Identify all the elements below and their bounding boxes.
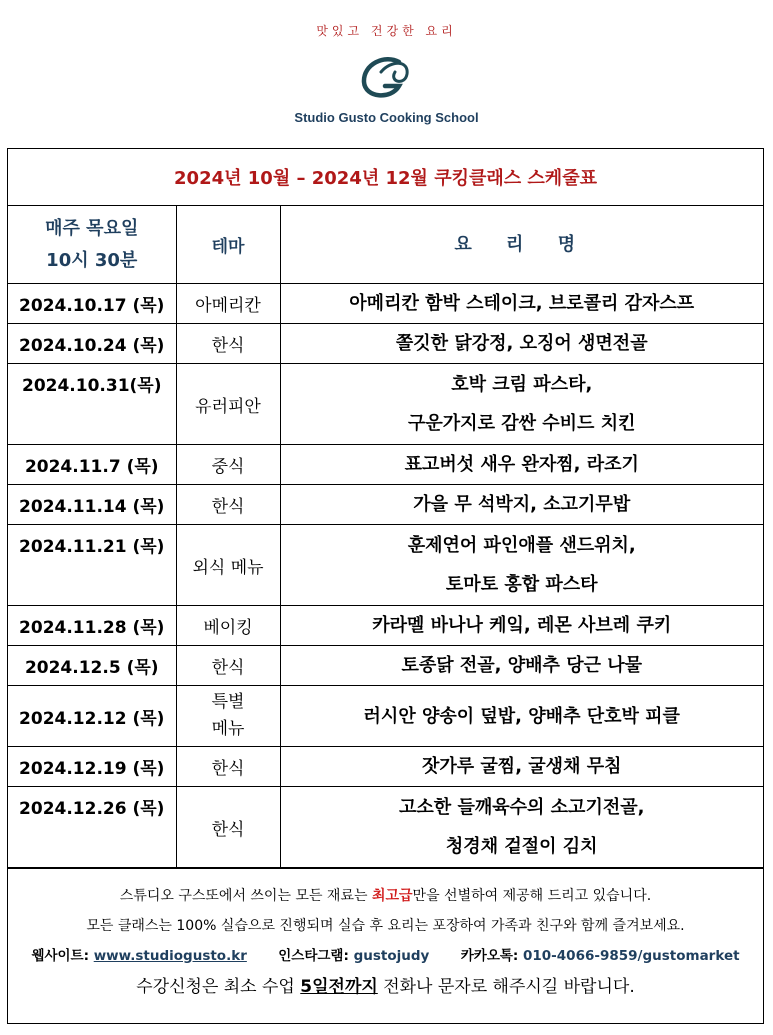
class-theme: 유러피안 <box>176 364 280 445</box>
dish-line: 러시안 양송이 덮밥, 양배추 단호박 피클 <box>363 705 680 727</box>
dish-line: 가을 무 석박지, 소고기무밥 <box>413 494 631 515</box>
class-dish <box>280 606 763 646</box>
date-header-line: 매주 목요일 <box>45 217 139 239</box>
schedule-row <box>8 606 763 646</box>
dish-line: 표고버섯 새우 완자찜, 라조기 <box>404 454 639 475</box>
footer-quality-note <box>8 881 763 911</box>
school-name: Studio Gusto Cooking School <box>294 110 479 125</box>
footer-text: 만을 선별하여 제공해 드리고 있습니다. <box>412 888 652 904</box>
website-link[interactable]: www.studiogusto.kr <box>93 948 247 964</box>
schedule-row <box>8 324 763 364</box>
class-date: 2024.11.14 (목) <box>8 485 176 525</box>
class-theme: 한식 <box>176 787 280 868</box>
dish-line: 호박 크림 파스타, <box>451 374 593 395</box>
dish-line: 훈제연어 파인애플 샌드위치, <box>407 535 636 556</box>
footer-class-note: 모든 클래스는 100% 실습으로 진행되며 실습 후 요리는 포장하여 가족과 친구와 함께 즐겨보세요. <box>86 918 685 934</box>
footer-highlight: 최고급 <box>371 888 413 904</box>
schedule-row <box>8 445 763 485</box>
schedule-row <box>8 485 763 525</box>
class-date: 2024.12.12 (목) <box>8 686 176 747</box>
class-date: 2024.10.17 (목) <box>8 284 176 324</box>
class-dish <box>280 364 763 445</box>
dish-line: 카라멜 바나나 케잌, 레몬 사브레 쿠키 <box>372 615 672 636</box>
class-dish <box>280 525 763 606</box>
class-date: 2024.10.24 (목) <box>8 324 176 364</box>
class-dish <box>280 324 763 364</box>
footer-text: 전화나 문자로 해주시길 바랍니다. <box>377 977 635 997</box>
footer-contacts <box>8 941 763 971</box>
theme-column-header: 테마 <box>176 206 280 284</box>
class-theme <box>176 686 280 747</box>
class-date: 2024.11.28 (목) <box>8 606 176 646</box>
kakao-label: 카카오톡: <box>460 948 523 964</box>
dish-line: 청경채 겉절이 김치 <box>445 836 598 857</box>
class-date: 2024.12.26 (목) <box>8 787 176 868</box>
schedule-row <box>8 686 763 747</box>
schedule-row <box>8 525 763 606</box>
schedule-row <box>8 646 763 686</box>
class-dish <box>280 485 763 525</box>
date-column-header <box>8 206 176 284</box>
gusto-g-logo-icon <box>355 52 417 104</box>
class-date: 2024.11.7 (목) <box>8 445 176 485</box>
footer-registration-note <box>8 971 763 1003</box>
dish-line: 쫄깃한 닭강정, 오징어 생면전골 <box>395 333 648 354</box>
website-label: 웹사이트: <box>31 948 94 964</box>
class-theme: 한식 <box>176 485 280 525</box>
class-theme: 베이킹 <box>176 606 280 646</box>
dish-line: 아메리칸 함박 스테이크, 브로콜리 감자스프 <box>349 293 695 314</box>
class-theme: 외식 메뉴 <box>176 525 280 606</box>
class-theme: 중식 <box>176 445 280 485</box>
class-date: 2024.12.5 (목) <box>8 646 176 686</box>
schedule-table <box>8 206 763 868</box>
footer-deadline: 5일전까지 <box>300 977 378 997</box>
class-dish <box>280 686 763 747</box>
instagram-label: 인스타그램: <box>278 948 354 964</box>
class-theme: 한식 <box>176 324 280 364</box>
schedule-row <box>8 747 763 787</box>
tagline: 맛있고 건강한 요리 <box>316 24 457 38</box>
class-theme-line: 특별 <box>211 692 245 712</box>
class-theme-line: 메뉴 <box>211 719 245 739</box>
footer-text: 수강신청은 최소 수업 <box>136 977 301 997</box>
dish-line: 토마토 홍합 파스타 <box>445 574 598 595</box>
class-theme: 한식 <box>176 646 280 686</box>
class-theme: 아메리칸 <box>176 284 280 324</box>
instagram-handle: gustojudy <box>353 948 430 964</box>
kakao-contact: 010-4066-9859/gustomarket <box>523 948 740 964</box>
class-dish <box>280 284 763 324</box>
schedule-row <box>8 364 763 445</box>
class-date: 2024.10.31(목) <box>8 364 176 445</box>
schedule-sheet <box>7 148 764 1024</box>
header <box>0 0 773 148</box>
dish-line: 구운가지로 감싼 수비드 치킨 <box>408 413 636 434</box>
class-dish <box>280 747 763 787</box>
schedule-row <box>8 284 763 324</box>
footer <box>8 868 763 1012</box>
class-date: 2024.12.19 (목) <box>8 747 176 787</box>
table-header-row <box>8 206 763 284</box>
class-dish <box>280 646 763 686</box>
dish-line: 고소한 들깨육수의 소고기전골, <box>399 797 645 818</box>
dish-line: 잣가루 굴찜, 굴생채 무침 <box>421 756 622 777</box>
schedule-title: 2024년 10월 – 2024년 12월 쿠킹클래스 스케줄표 <box>8 149 763 206</box>
class-dish <box>280 787 763 868</box>
class-date: 2024.11.21 (목) <box>8 525 176 606</box>
footer-text: 스튜디오 구스또에서 쓰이는 모든 재료는 <box>119 888 372 904</box>
class-theme: 한식 <box>176 747 280 787</box>
dish-column-header: 요 리 명 <box>280 206 763 284</box>
class-dish <box>280 445 763 485</box>
time-header-line: 10시 30분 <box>46 249 138 271</box>
dish-line: 토종닭 전골, 양배추 당근 나물 <box>401 655 643 676</box>
schedule-row <box>8 787 763 868</box>
